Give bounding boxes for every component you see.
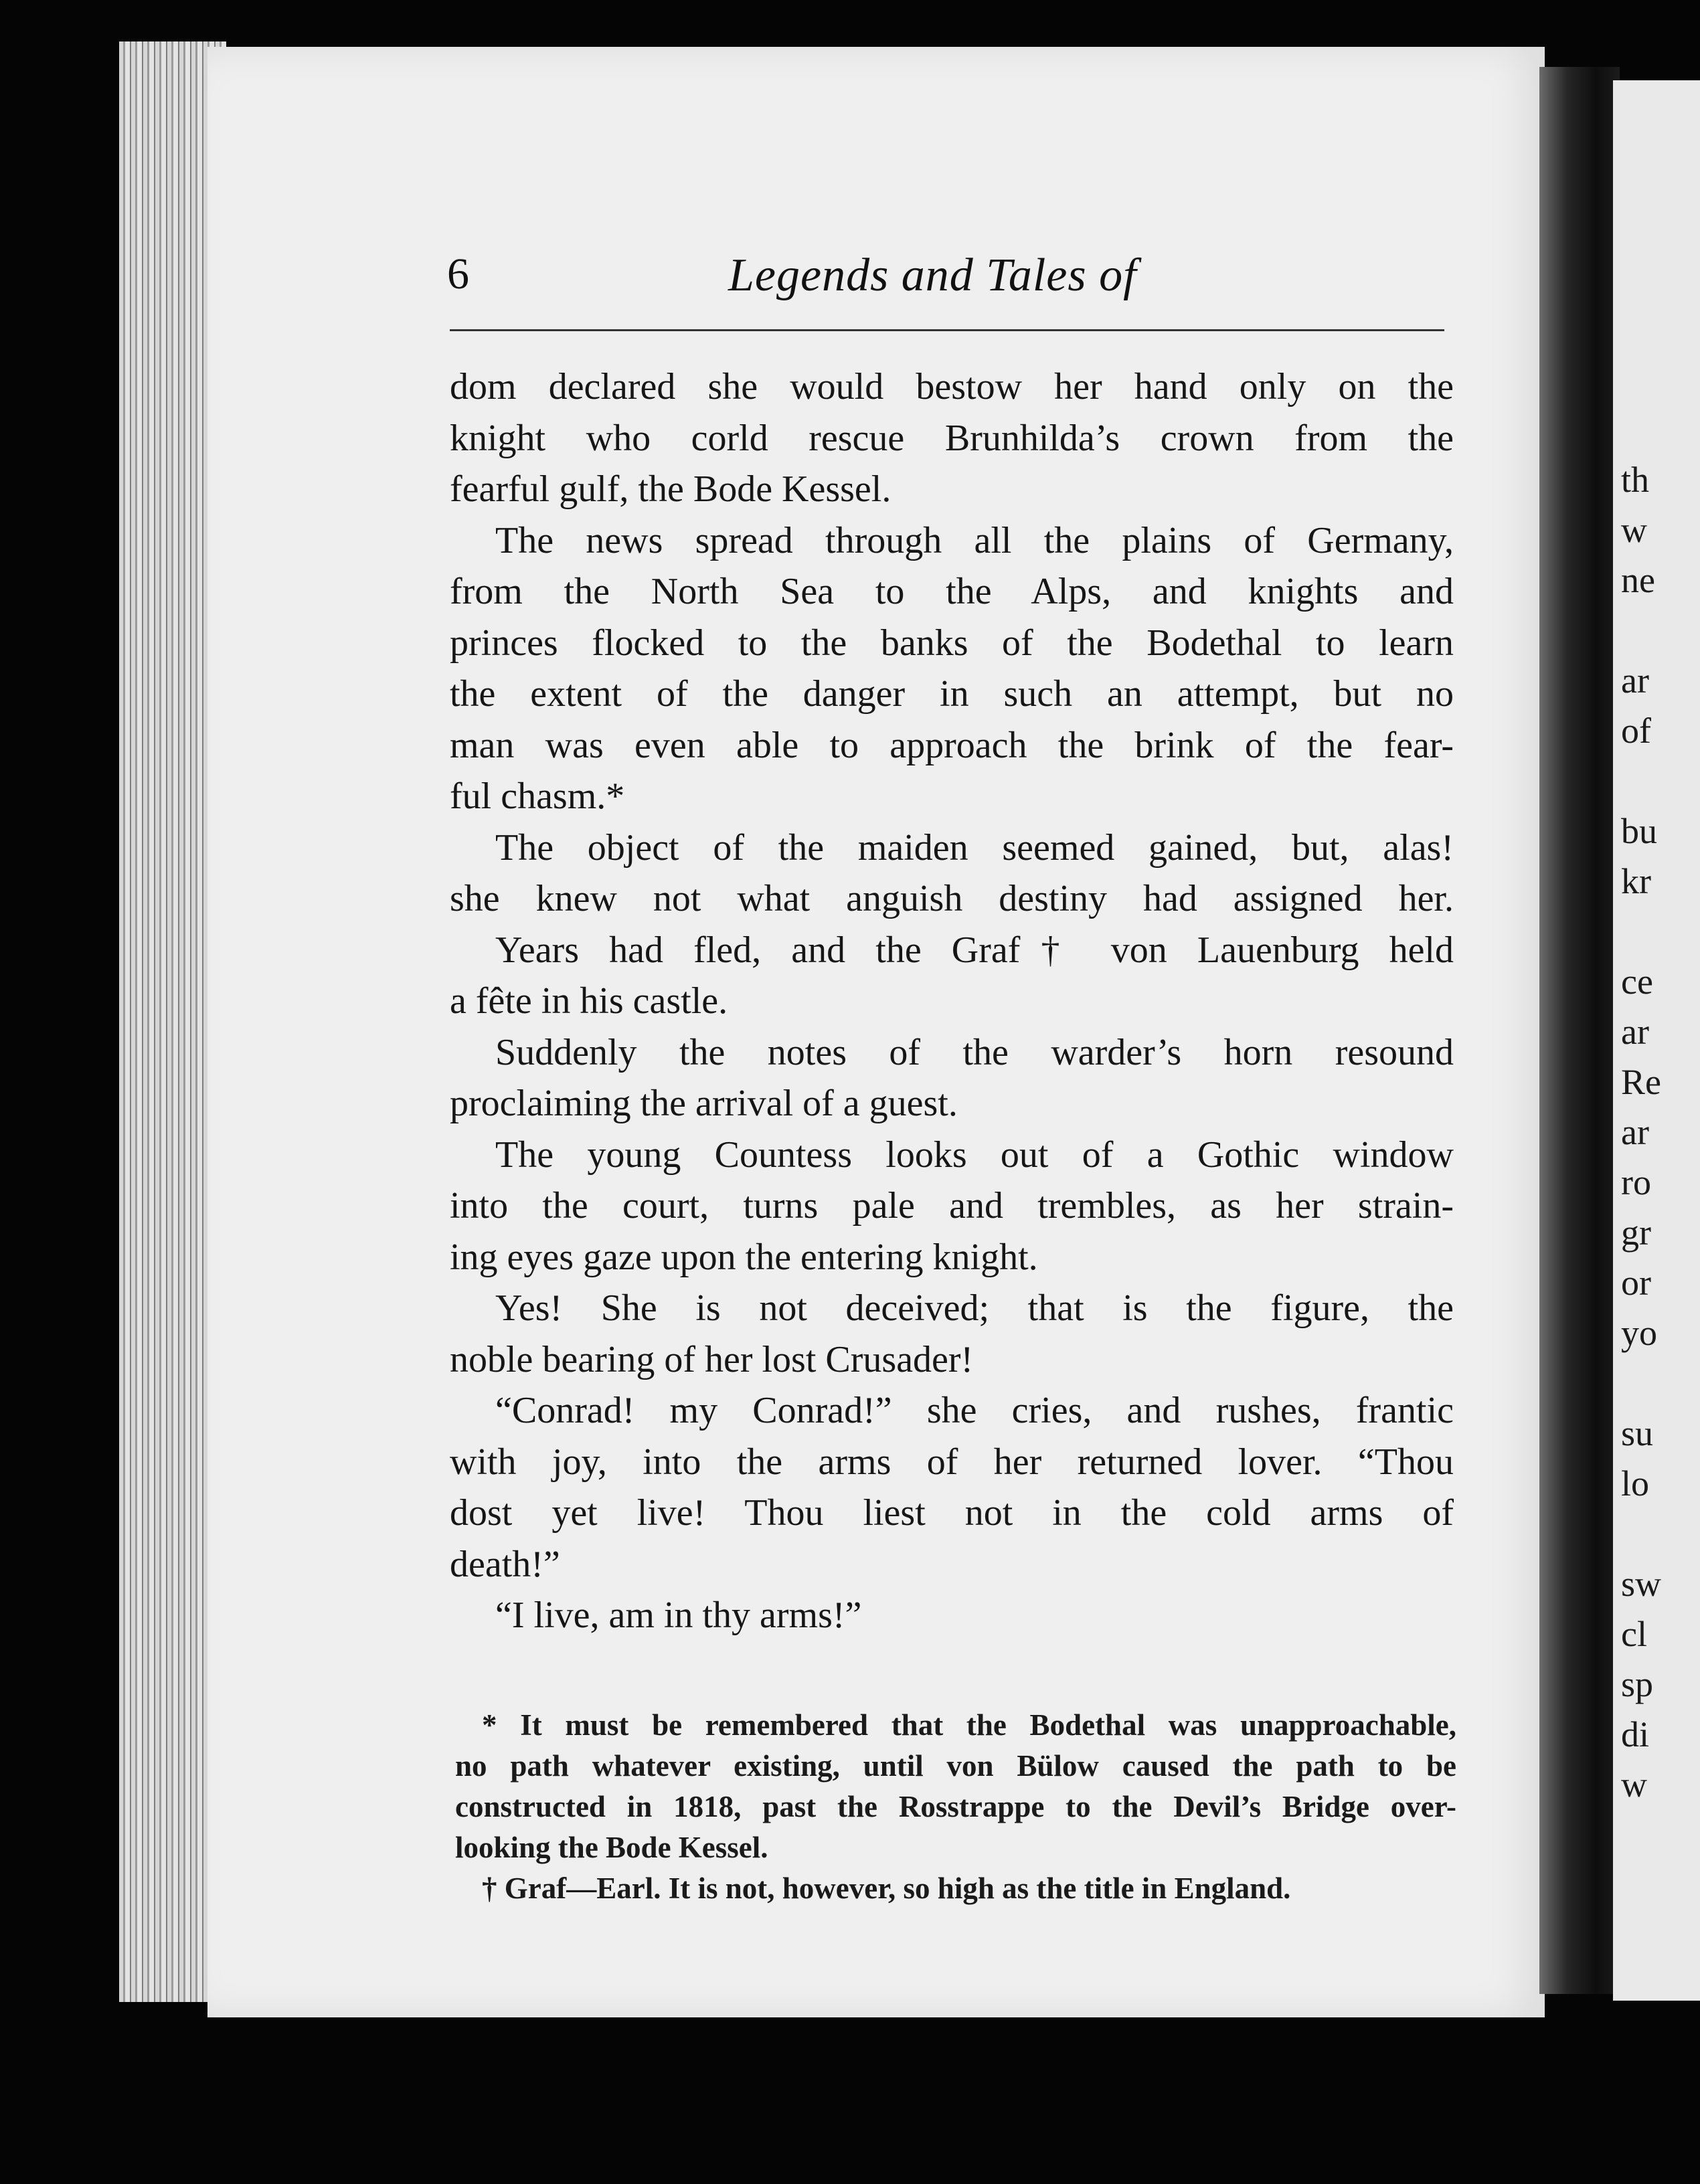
facing-page-fragment: of [1621,711,1651,751]
body-line: with joy, into the arms of her returned lover. “Thou [450,1441,1454,1483]
book-gutter [1539,67,1620,1994]
body-line: The object of the maiden seemed gained, but, alas! [495,826,1454,869]
body-line: a fête in his castle. [450,980,728,1022]
body-line: fearful gulf, the Bode Kessel. [450,468,891,510]
facing-page-fragment: w [1621,1764,1647,1805]
facing-page-fragment: ce [1621,962,1653,1002]
footnotes [455,1705,1456,1909]
facing-page-fragment: su [1621,1413,1654,1453]
footnote-line: looking the Bode Kessel. [455,1831,768,1864]
facing-page-fragment: ro [1621,1162,1651,1202]
body-line: dost yet live! Thou liest not in the cold arms of [450,1492,1454,1534]
facing-page-fragment: ar [1621,1012,1649,1052]
facing-page-fragment: ar [1621,660,1649,701]
page-number: 6 [447,250,469,298]
body-line: “Conrad! my Conrad!” she cries, and rushes, frantic [495,1390,1454,1431]
body-text [450,361,1454,1641]
body-line: The news spread through all the plains of Germany, [495,519,1454,561]
body-line: the extent of the danger in such an attempt, but no [450,673,1454,715]
body-line: she knew not what anguish destiny had assigned her. [450,878,1454,919]
body-line: proclaiming the arrival of a guest. [450,1083,958,1124]
body-line: princes flocked to the banks of the Bodethal to learn [450,622,1454,664]
body-line: Yes! She is not deceived; that is the figure, the [495,1287,1454,1329]
header-rule [450,329,1444,331]
facing-page-fragment: ar [1621,1112,1649,1152]
body-line: ing eyes gaze upon the entering knight. [450,1236,1038,1278]
facing-page-fragment: kr [1621,861,1651,901]
footnote-line: * It must be remembered that the Bodethal was unapproachable, [482,1708,1456,1742]
facing-page-fragment: cl [1621,1614,1647,1654]
facing-page-fragment: sp [1621,1664,1654,1704]
facing-page-fragment: sw [1621,1564,1662,1604]
footnote-line: † Graf—Earl. It is not, however, so high as the title in England. [482,1872,1291,1905]
body-line: The young Countess looks out of a Gothic window [495,1133,1454,1176]
body-line: Years had fled, and the Graf† von Lauenburg held [495,929,1454,971]
facing-page-fragment: di [1621,1714,1650,1754]
body-line: knight who corld rescue Brunhilda’s crown from the [450,417,1454,459]
footnote-line: constructed in 1818, past the Rosstrappe to the Devil’s Bridge over- [455,1790,1456,1823]
facing-page-edge [1613,80,1700,2001]
facing-page-fragment: lo [1621,1463,1650,1504]
facing-page-fragment: gr [1621,1212,1651,1253]
body-line: “I live, am in thy arms!” [495,1595,862,1636]
running-title: Legends and Tales of [728,250,1137,301]
facing-page-fragment: Re [1621,1062,1661,1102]
body-line: death!” [450,1543,560,1585]
footnote-line: no path whatever existing, until von Bülow caused the path to be [455,1749,1456,1783]
body-line: noble bearing of her lost Crusader! [450,1338,974,1380]
body-line: ful chasm.* [450,776,625,817]
facing-page-fragment: or [1621,1263,1651,1303]
body-line: from the North Sea to the Alps, and knights and [450,571,1454,612]
facing-page-fragment: yo [1621,1313,1657,1353]
facing-page-fragment: th [1621,460,1650,500]
page-header [447,249,1451,302]
body-line: man was even able to approach the brink of the fear- [450,724,1454,766]
facing-page-fragment: ne [1621,560,1655,600]
body-line: into the court, turns pale and trembles, as her strain- [450,1185,1454,1226]
body-line: dom declared she would bestow her hand only on the [450,366,1454,407]
facing-page-fragment: w [1621,510,1647,550]
body-line: Suddenly the notes of the warder’s horn resound [495,1031,1454,1073]
facing-page-fragment: bu [1621,811,1657,851]
